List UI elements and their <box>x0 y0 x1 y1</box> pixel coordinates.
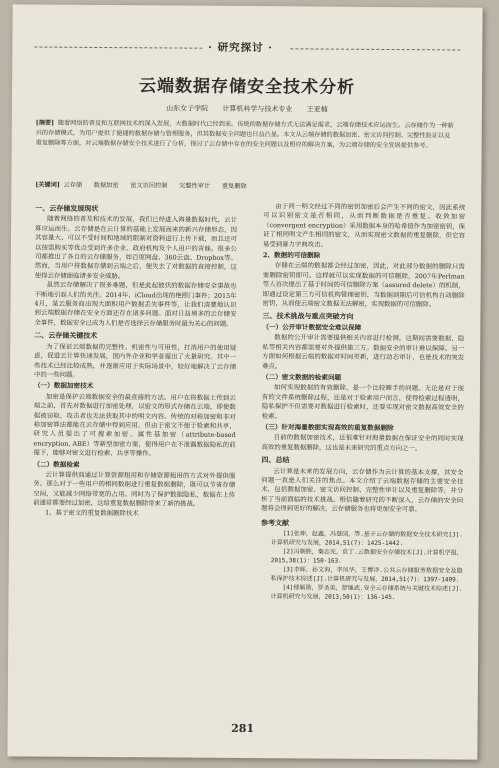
subsection-heading: （一）数据加密技术 <box>33 381 94 391</box>
section-heading: 一、云存储发展现状 <box>35 203 99 213</box>
right-column <box>260 202 465 602</box>
header-rule-right <box>290 48 460 50</box>
journal-page <box>7 4 482 759</box>
keywords-label: [关键词] <box>35 181 60 189</box>
paragraph: 随着网络的普及和技术的发展，我们已经进入海量数据时代，云计算应运而生。云存储是在云计算的基础上发展而来的新兴存储形态，因其容量大、可以不受时间和地域的限制对资料进行上传下载，而且还可以按需购买等优点受到许多企业、政府机构及个人用户的青睐。很多公司都推出了各自的云存储服务，如百度网盘、360云盘、Dropbox等。然而，当用户将数据存储到云端之后，便失去了对数据的直接控制，这使得云存储面临诸多安全威胁。 <box>34 215 238 280</box>
article-title: 云端数据存储安全技术分析 <box>138 76 356 98</box>
references-label: 参考文献 <box>260 517 290 527</box>
paragraph: 虽然云存储解决了很多难题，但是此起彼伏的数据存储安全事故也不断地引起人们的关注。2014年，iCloud出现的艳照门事件；2015年4月，某云服务商出现大面积用户数据丢失事件等，让我们清楚地认识到云端数据存储在安全方面还存在诸多问题。面对日益增多的云存储安全事件，数据安全已成为人们是否选择云存储服务时最为关心的问题。 <box>34 280 237 328</box>
left-column <box>33 201 237 519</box>
reference-item: [2]冯朝胜，秦志光，袁丁.云数据安全存储技术[J].计算机学报，2015,38(1)：150-163. <box>270 548 463 565</box>
keywords <box>35 180 455 192</box>
paragraph: 数据的公开审计需要提供相关内容进行检测，这期间需要数据、隐私等相关内容都需要对外提供第三方。数据安全的审计难以保障。另一方面如何根据云端的数据对时间更新，进行动态审计，也是技术的突发难点。 <box>262 333 465 370</box>
keyword: 云存储 <box>63 181 83 189</box>
paragraph: 存储在云端的数据都会经过加密，因此，对此部分数据的删除只需要删除密钥即可。这样就可以实现数据的可信删除，2007年Perlman等人首次提出了基于时间的可信删除方案（assured delete）的机制，即通过设定第三方可信机构管理密钥，当数据到期后可信机构自动删除密钥，从而使云端密文数据无法解密，实现数据的可信删除。 <box>262 261 465 309</box>
keyword: 重复删除 <box>221 182 247 191</box>
section-heading: 二、云存储关键技术 <box>34 330 98 341</box>
abstract-label: [摘要] <box>35 119 55 127</box>
paragraph: 加密是保护云端数据安全的最直接的方法。用户在将数据上传到云端之前，首先对数据进行加密处理，以密文的形式存储在云端，即使数据被窃取，攻击者也无法获取其中的明文内容。传统的对称加密和非对称加密算法都能在云存储中得到应用，但由于密文不便于检索和共享，研究人员提出了可搜索加密、属性基加密（attribute-based encryption, ABE）等新型加密方案，使得用户在不泄露数据隐私的前提下，能够对密文进行检索、共享等操作。 <box>33 392 236 458</box>
abstract-text: 随着网络的普及和互联网技术的深入发展，大数据时代已经到来。传统的数据存储方式无法满足需求，云端存储技术应运而生。云存储作为一种新兴的存储模式，为用户提供了便捷的数据存储与管理服务，但其数据安全问题也日益凸显。本文从云端存储的数据加密、密文访问控制、完整性验证以及重复删除等方面，对云端数据存储安全技术进行了分析，探讨了云存储中存在的安全问题以及相应的解决方案，为云端存储的安全发展提供参考。 <box>35 119 454 150</box>
subsection-heading: （一）公开审计数据安全难以保障 <box>262 322 362 332</box>
section-label: · 研究探讨 · <box>208 41 273 55</box>
keyword: 数据加密 <box>93 181 119 190</box>
paragraph: 由于同一明文经过不同的密钥加密后会产生不同的密文，因此系统可以识别密文是否相同，从而判断数据是否重复。收敛加密（convergent encryption）采用数据本身的哈希值作为加密密钥，保证了相同明文产生相同的密文，从而实现密文数据的重复删除，但它容易受到暴力字典攻击。 <box>262 202 466 249</box>
section-header <box>12 38 482 57</box>
subsection-heading: （三）针对海量数据实现高效的重复数据删除 <box>261 423 394 432</box>
subsection-heading: 2、数据的可信删除 <box>262 251 321 260</box>
reference-item: [4]傅颖勋，罗圣美，舒继武.安全云存储系统与关键技术综述[J].计算机研究与发展，2013,50(1)：136-145. <box>270 584 463 602</box>
reference-item: [1]张坤，赵鑫，冯登国，等.基于云存储的数据安全技术研究[J].计算机研究与发展，2014,51(7)：1425-1442. <box>270 530 463 548</box>
paragraph: 云计算是未来的发展方向，云存储作为云计算的基本支撑，其安全问题一直是人们关注的焦点。本文介绍了云端数据存储的主要安全技术，包括数据加密、密文访问控制、完整性审计以及重复删除等，并分析了当前面临的技术挑战。相信随着研究的不断深入，云存储的安全问题将会得到更好的解决，云存储服务也将更加安全可靠。 <box>261 466 464 514</box>
header-rule-left <box>34 47 202 49</box>
affiliation-dept: 计算机科学与技术专业 <box>222 104 293 114</box>
paragraph: 为了保证云端数据的完整性、机密性与可用性，打消用户的使用疑虑，促进云计算快速发展，国内外企业和学者提出了大量研究。其中一些技术已经比较成熟，并逐渐应用于实际场景中，较好地解决了云存储中的一些问题。 <box>34 342 237 379</box>
keyword: 完整性审计 <box>179 182 211 190</box>
reference-item: [3]李晖，孙文海，李凤华，王博洋.公共云存储服务数据安全及隐私保护技术综述[J].计算机研究与发展，2014,51(7)：1397-1409. <box>270 566 463 584</box>
subsection-heading: （二）数据检索 <box>33 460 80 469</box>
paragraph: 目前的数据加密技术，还很难针对海量数据在保证安全的同时实现高效的重复数据删除，这也是未来研究的重点方向之一。 <box>261 433 464 452</box>
paragraph: 如何实现数据的有效删除，是一个比较棘手的问题。无论是对于现有的文件系统删除过程，还是对于检索用户而言，使得检索过程透明，隐私保护不但需要对数据进行检索时，还要实现对密文数据高效安全的检索。 <box>261 383 464 420</box>
section-heading: 四、总结 <box>261 455 290 465</box>
paragraph: 1、基于密文的重复数据删除技术 <box>45 508 139 517</box>
author-name: 王亚楠 <box>306 105 328 114</box>
affiliation-org: 山东女子学院 <box>166 104 209 113</box>
subsection-heading: （二）密文数据的检索问题 <box>262 373 342 382</box>
paragraph: 云计算提供商通过计算资源租用和存储资源租用的方式对外提供服务。那么对于一些用户的相同数据进行重复数据删除，既可以节省存储空间，又能减少网络带宽的占用。同时为了保护数据隐私，数据在上传前通常都要经过加密，这给重复数据删除带来了新的挑战。 <box>33 470 236 508</box>
affiliation-line <box>12 102 482 115</box>
abstract <box>36 119 456 153</box>
keyword: 密文访问控制 <box>130 182 168 190</box>
section-heading: 三、技术挑战与重点突破方向 <box>262 311 354 322</box>
page-number: 281 <box>231 721 255 736</box>
